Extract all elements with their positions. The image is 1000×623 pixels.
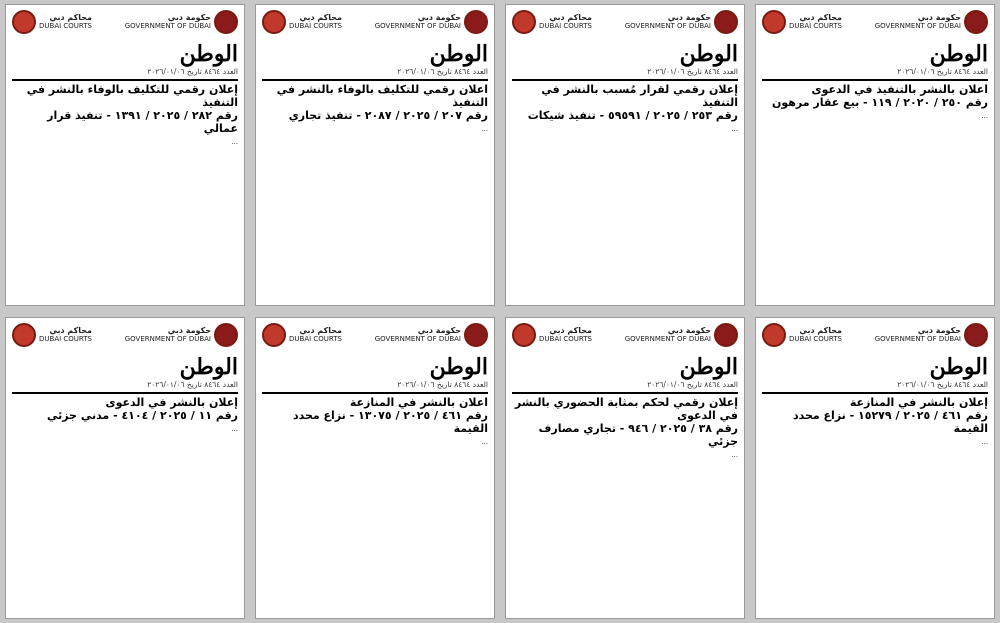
notice-title: إعلان بالنشر في المنازعة bbox=[849, 396, 988, 409]
issue-line bbox=[762, 67, 988, 76]
dubai-courts-logo bbox=[262, 323, 342, 347]
gov-name-en: GOVERNMENT OF DUBAI bbox=[374, 22, 461, 30]
notice-header bbox=[12, 10, 238, 40]
issue-line bbox=[262, 380, 488, 389]
gov-name-ar: حكومة دبي bbox=[167, 13, 211, 22]
notice-title: اعلان بالنشر في المنازعة bbox=[349, 396, 488, 409]
notice-paragraph: … bbox=[731, 125, 738, 133]
notice-header bbox=[512, 10, 738, 40]
notice-card bbox=[5, 4, 245, 306]
gov-name-ar: حكومة دبي bbox=[917, 13, 961, 22]
courts-name-ar: محاكم دبي bbox=[549, 326, 592, 335]
dubai-government-emblem-icon bbox=[714, 10, 738, 34]
issue-line bbox=[12, 380, 238, 389]
notice-subtitle: رقم ٤٦١ / ٢٠٢٥ / ١٣٠٧٥ - نزاع محدد القيمة bbox=[292, 409, 488, 435]
newspaper-brand: الوطن bbox=[679, 41, 738, 67]
notice-card bbox=[505, 4, 745, 306]
notice-paragraph: … bbox=[731, 451, 738, 459]
gov-name-en: GOVERNMENT OF DUBAI bbox=[624, 335, 711, 343]
divider bbox=[512, 79, 738, 81]
notice-header bbox=[762, 10, 988, 40]
courts-name-en: DUBAI COURTS bbox=[539, 22, 592, 30]
courts-name-ar: محاكم دبي bbox=[299, 13, 342, 22]
notice-paragraph: … bbox=[231, 138, 238, 146]
notice-card bbox=[255, 317, 495, 619]
gov-name-ar: حكومة دبي bbox=[667, 13, 711, 22]
gov-name-ar: حكومة دبي bbox=[667, 326, 711, 335]
notice-card bbox=[255, 4, 495, 306]
notice-subtitle: رقم ٤٦١ / ٢٠٢٥ / ١٥٢٧٩ - نزاع محدد القيمة bbox=[792, 409, 988, 435]
courts-name-ar: محاكم دبي bbox=[49, 13, 92, 22]
dubai-courts-emblem-icon bbox=[262, 10, 286, 34]
notice-subtitle: رقم ١١ / ٢٠٢٥ / ٤١٠٤ - مدني جزئي bbox=[46, 409, 238, 422]
newspaper-brand: الوطن bbox=[179, 354, 238, 380]
courts-name-en: DUBAI COURTS bbox=[39, 335, 92, 343]
notice-body bbox=[762, 112, 988, 300]
dubai-government-emblem-icon bbox=[714, 323, 738, 347]
notice-subtitle: رقم ٢٥٠ / ٢٠٢٠ / ١١٩ - بيع عقار مرهون bbox=[771, 96, 988, 109]
dubai-government-logo bbox=[375, 10, 488, 34]
notice-subtitle: رقم ٣٨ / ٢٠٢٥ / ٩٤٦ - تجاري مصارف جزئي bbox=[538, 422, 738, 448]
issue-number: العدد ٨٤٦٤ تاريخ ٢٠٢٦/٠١/٠٦ bbox=[397, 380, 488, 389]
gov-name-en: GOVERNMENT OF DUBAI bbox=[124, 22, 211, 30]
notice-header bbox=[262, 323, 488, 353]
notice-header bbox=[262, 10, 488, 40]
courts-name-en: DUBAI COURTS bbox=[39, 22, 92, 30]
dubai-government-emblem-icon bbox=[214, 10, 238, 34]
newspaper-brand: الوطن bbox=[179, 41, 238, 67]
divider bbox=[262, 79, 488, 81]
notice-paragraph: … bbox=[481, 125, 488, 133]
notice-title: اعلان رقمي للتكليف بالوفاء بالنشر في التنفيذ bbox=[276, 83, 488, 109]
notice-body bbox=[12, 425, 238, 613]
notice-header bbox=[512, 323, 738, 353]
issue-line bbox=[512, 67, 738, 76]
courts-name-en: DUBAI COURTS bbox=[539, 335, 592, 343]
dubai-government-emblem-icon bbox=[464, 323, 488, 347]
newspaper-brand: الوطن bbox=[679, 354, 738, 380]
notice-title: اعلان بالنشر بالتنفيذ في الدعوى bbox=[811, 83, 988, 96]
issue-number: العدد ٨٤٦٤ تاريخ ٢٠٢٦/٠١/٠٦ bbox=[147, 67, 238, 76]
dubai-courts-logo bbox=[762, 323, 842, 347]
dubai-courts-emblem-icon bbox=[512, 323, 536, 347]
dubai-courts-logo bbox=[12, 10, 92, 34]
newspaper-brand: الوطن bbox=[929, 41, 988, 67]
dubai-courts-logo bbox=[12, 323, 92, 347]
notice-body bbox=[512, 451, 738, 613]
notice-subtitle: رقم ٢٠٧ / ٢٠٢٥ / ٢٠٨٧ - تنفيذ تجاري bbox=[288, 109, 488, 122]
dubai-government-logo bbox=[625, 10, 738, 34]
courts-name-ar: محاكم دبي bbox=[799, 326, 842, 335]
notice-paragraph: … bbox=[231, 425, 238, 433]
notice-title: إعلان رقمي للتكليف بالوفاء بالنشر في التنفيذ bbox=[26, 83, 238, 109]
dubai-courts-logo bbox=[512, 10, 592, 34]
gov-name-en: GOVERNMENT OF DUBAI bbox=[874, 22, 961, 30]
notice-body bbox=[12, 138, 238, 300]
dubai-government-logo bbox=[875, 323, 988, 347]
notice-card bbox=[755, 317, 995, 619]
issue-line bbox=[12, 67, 238, 76]
notice-paragraph: … bbox=[481, 438, 488, 446]
dubai-government-logo bbox=[625, 323, 738, 347]
newspaper-brand: الوطن bbox=[429, 354, 488, 380]
courts-name-ar: محاكم دبي bbox=[299, 326, 342, 335]
notice-title: إعلان رقمي لحكم بمثابة الحضوري بالنشر في الدعوى bbox=[514, 396, 738, 422]
divider bbox=[512, 392, 738, 394]
notice-body bbox=[512, 125, 738, 300]
notice-card bbox=[755, 4, 995, 306]
notice-subtitle: رقم ٢٥٣ / ٢٠٢٥ / ٥٩٥٩١ - تنفيذ شيكات bbox=[527, 109, 738, 122]
issue-line bbox=[512, 380, 738, 389]
dubai-courts-logo bbox=[262, 10, 342, 34]
dubai-government-logo bbox=[125, 323, 238, 347]
dubai-courts-emblem-icon bbox=[12, 323, 36, 347]
dubai-courts-emblem-icon bbox=[762, 323, 786, 347]
notice-card bbox=[505, 317, 745, 619]
dubai-government-logo bbox=[375, 323, 488, 347]
notice-header bbox=[762, 323, 988, 353]
gov-name-en: GOVERNMENT OF DUBAI bbox=[374, 335, 461, 343]
divider bbox=[262, 392, 488, 394]
notice-body bbox=[262, 438, 488, 613]
dubai-courts-emblem-icon bbox=[12, 10, 36, 34]
notice-paragraph: … bbox=[981, 438, 988, 446]
gov-name-en: GOVERNMENT OF DUBAI bbox=[624, 22, 711, 30]
dubai-courts-emblem-icon bbox=[262, 323, 286, 347]
courts-name-en: DUBAI COURTS bbox=[789, 335, 842, 343]
courts-name-ar: محاكم دبي bbox=[799, 13, 842, 22]
issue-number: العدد ٨٤٦٤ تاريخ ٢٠٢٦/٠١/٠٦ bbox=[147, 380, 238, 389]
dubai-government-emblem-icon bbox=[964, 323, 988, 347]
notice-body bbox=[762, 438, 988, 613]
dubai-government-logo bbox=[125, 10, 238, 34]
gov-name-ar: حكومة دبي bbox=[417, 13, 461, 22]
divider bbox=[12, 79, 238, 81]
courts-name-en: DUBAI COURTS bbox=[289, 22, 342, 30]
dubai-government-emblem-icon bbox=[964, 10, 988, 34]
divider bbox=[762, 392, 988, 394]
issue-number: العدد ٨٤٦٤ تاريخ ٢٠٢٦/٠١/٠٦ bbox=[647, 67, 738, 76]
issue-number: العدد ٨٤٦٤ تاريخ ٢٠٢٦/٠١/٠٦ bbox=[897, 67, 988, 76]
gov-name-ar: حكومة دبي bbox=[417, 326, 461, 335]
dubai-courts-logo bbox=[762, 10, 842, 34]
gov-name-ar: حكومة دبي bbox=[167, 326, 211, 335]
dubai-courts-emblem-icon bbox=[512, 10, 536, 34]
notice-title: إعلان رقمي لقرار مُسبب بالنشر في التنفيذ bbox=[541, 83, 738, 109]
issue-line bbox=[262, 67, 488, 76]
newspaper-brand: الوطن bbox=[929, 354, 988, 380]
notice-title: إعلان بالنشر في الدعوى bbox=[105, 396, 238, 409]
notice-body bbox=[262, 125, 488, 300]
courts-name-ar: محاكم دبي bbox=[49, 326, 92, 335]
issue-number: العدد ٨٤٦٤ تاريخ ٢٠٢٦/٠١/٠٦ bbox=[647, 380, 738, 389]
gov-name-en: GOVERNMENT OF DUBAI bbox=[124, 335, 211, 343]
dubai-government-emblem-icon bbox=[214, 323, 238, 347]
notice-header bbox=[12, 323, 238, 353]
courts-name-en: DUBAI COURTS bbox=[789, 22, 842, 30]
gov-name-en: GOVERNMENT OF DUBAI bbox=[874, 335, 961, 343]
issue-line bbox=[762, 380, 988, 389]
notice-subtitle: رقم ٢٨٢ / ٢٠٢٥ / ١٣٩١ - تنفيذ قرار عمالي bbox=[47, 109, 238, 135]
issue-number: العدد ٨٤٦٤ تاريخ ٢٠٢٦/٠١/٠٦ bbox=[897, 380, 988, 389]
notice-paragraph: … bbox=[981, 112, 988, 120]
divider bbox=[762, 79, 988, 81]
divider bbox=[12, 392, 238, 394]
dubai-courts-logo bbox=[512, 323, 592, 347]
gov-name-ar: حكومة دبي bbox=[917, 326, 961, 335]
dubai-courts-emblem-icon bbox=[762, 10, 786, 34]
dubai-government-logo bbox=[875, 10, 988, 34]
notice-card bbox=[5, 317, 245, 619]
notices-grid bbox=[5, 4, 995, 619]
newspaper-brand: الوطن bbox=[429, 41, 488, 67]
dubai-government-emblem-icon bbox=[464, 10, 488, 34]
issue-number: العدد ٨٤٦٤ تاريخ ٢٠٢٦/٠١/٠٦ bbox=[397, 67, 488, 76]
courts-name-en: DUBAI COURTS bbox=[289, 335, 342, 343]
courts-name-ar: محاكم دبي bbox=[549, 13, 592, 22]
